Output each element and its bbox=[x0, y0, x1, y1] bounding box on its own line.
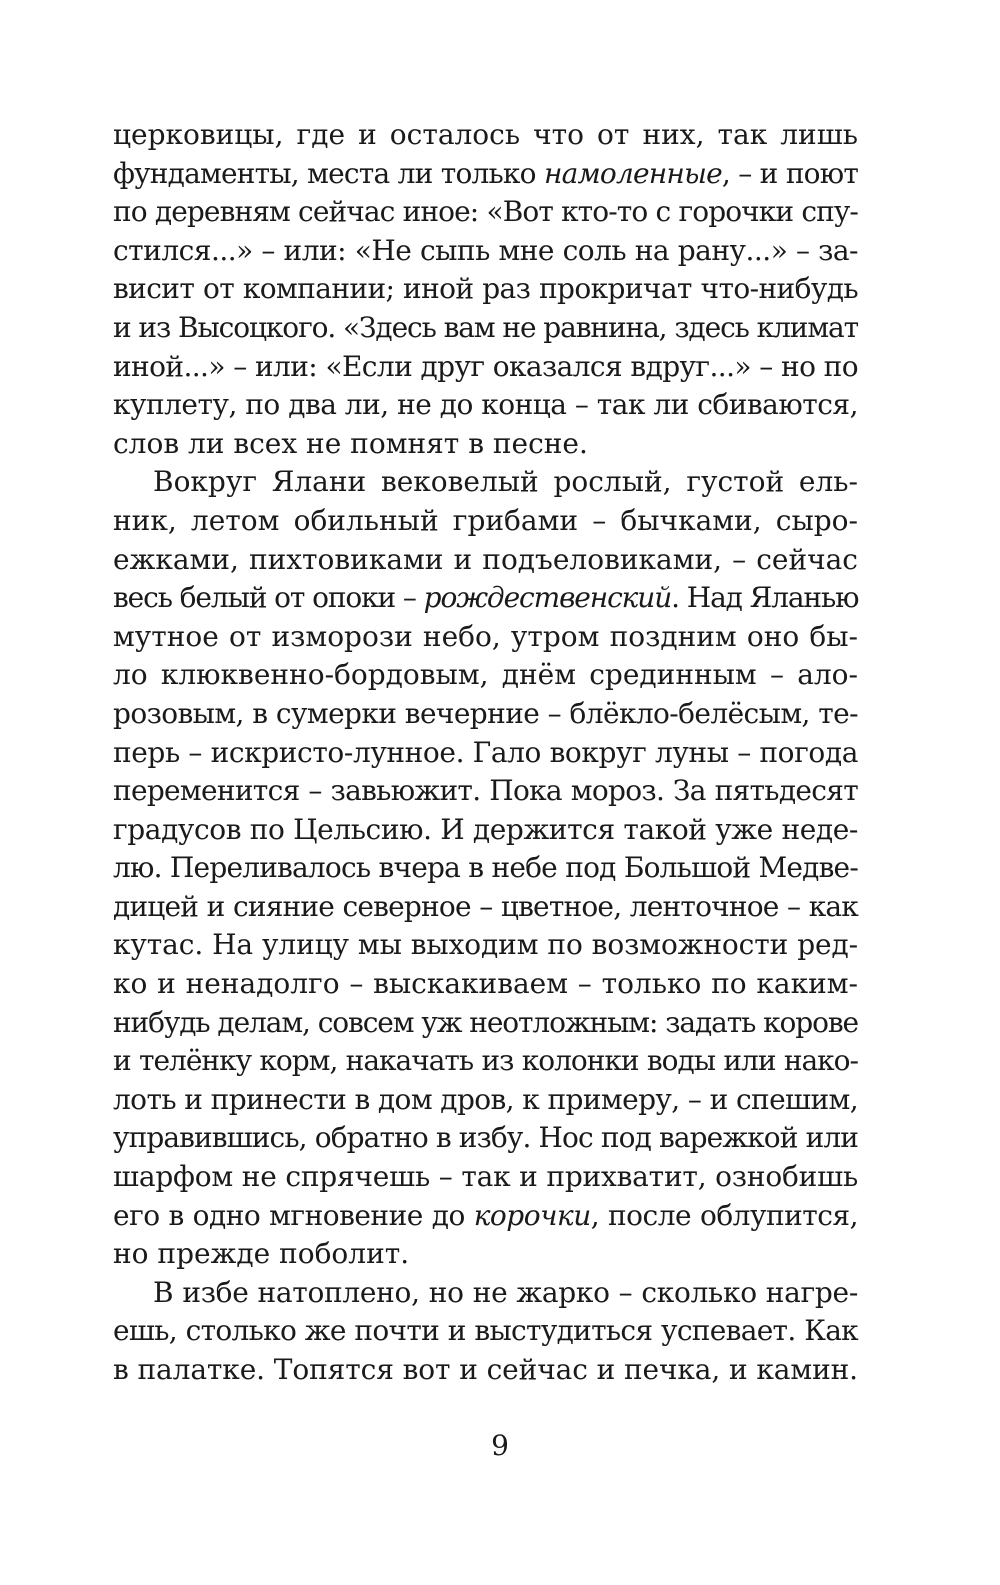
text-line: и из Высоцкого. «Здесь вам не равнина, здесь климат bbox=[113, 310, 858, 344]
text-line: ежками, пихтовиками и подъеловиками, – сейчас bbox=[113, 542, 858, 576]
text-line: ло клюквенно-бордовым, днём срединным – ало- bbox=[113, 658, 858, 692]
text-line: кутас. На улицу мы выходим по возможности ред- bbox=[113, 928, 858, 962]
text-line: градусов по Цельсию. И держится такой уже неде- bbox=[113, 812, 858, 846]
text-line: церковицы, где и осталось что от них, так лишь bbox=[113, 118, 858, 151]
italic-word: рождественский bbox=[423, 581, 672, 615]
text-line: и телёнку корм, накачать из колонки воды или нако- bbox=[113, 1044, 858, 1078]
italic-word: намоленные bbox=[543, 156, 722, 190]
text-line: ник, летом обильный грибами – бычками, сыро- bbox=[113, 503, 858, 537]
text-line: шарфом не спрячешь – так и прихватит, ознобишь bbox=[113, 1160, 858, 1194]
text-line: управившись, обратно в избу. Нос под варежкой или bbox=[113, 1121, 858, 1155]
text-line: стился...» – или: «Не сыпь мне соль на рану...» – за- bbox=[113, 233, 858, 267]
text-line: переменится – завьюжит. Пока мороз. За пятьдесят bbox=[113, 774, 858, 808]
text-line: иной...» – или: «Если друг оказался вдруг...» – но по bbox=[113, 349, 858, 383]
text-line: но прежде поболит. bbox=[113, 1237, 410, 1271]
text-line: куплету, по два ли, не до конца – так ли сбиваются, bbox=[113, 388, 858, 422]
text-line: фундаменты, места ли только намоленные, – и поют bbox=[113, 156, 859, 190]
text-column bbox=[113, 116, 858, 1390]
text-line: в палатке. Топятся вот и сейчас и печка, и камин. bbox=[113, 1353, 858, 1386]
text-line: дицей и сияние северное – цветное, ленточное – как bbox=[113, 889, 858, 923]
text-line: ешь, столько же почти и выстудиться успевает. Как bbox=[113, 1314, 858, 1348]
text-line: лоть и принести в дом дров, к примеру, – и спешим, bbox=[113, 1082, 859, 1116]
paragraph bbox=[113, 463, 858, 1273]
text-line: нибудь делам, совсем уж неотложным: задать корове bbox=[113, 1005, 858, 1039]
text-line: весь белый от опоки – рождественский. Над Яланью bbox=[113, 581, 859, 615]
text-line: В избе натоплено, но не жарко – сколько нагре- bbox=[153, 1275, 858, 1309]
paragraph bbox=[113, 116, 858, 463]
text-line: слов ли всех не помнят в песне. bbox=[113, 426, 588, 460]
paragraph bbox=[113, 1274, 858, 1390]
italic-word: корочки bbox=[473, 1198, 591, 1232]
page-number: 9 bbox=[491, 1429, 509, 1462]
text-line: висит от компании; иной раз прокричат что-нибудь bbox=[113, 272, 858, 306]
text-line: Вокруг Ялани вековелый рослый, густой ель- bbox=[153, 465, 858, 499]
text-line: лю. Переливалось вчера в небе под Большой Медве- bbox=[113, 851, 858, 885]
text-line: розовым, в сумерки вечерние – блёкло-белёсым, те- bbox=[113, 696, 858, 730]
text-line: его в одно мгновение до корочки, после облупится, bbox=[113, 1198, 858, 1232]
text-line: ко и ненадолго – выскакиваем – только по каким- bbox=[113, 967, 858, 1001]
text-line: перь – искристо-лунное. Гало вокруг луны – погода bbox=[113, 735, 858, 769]
text-line: по деревням сейчас иное: «Вот кто-то с горочки спу- bbox=[113, 195, 858, 229]
text-line: мутное от изморози небо, утром поздним оно бы- bbox=[113, 619, 858, 653]
